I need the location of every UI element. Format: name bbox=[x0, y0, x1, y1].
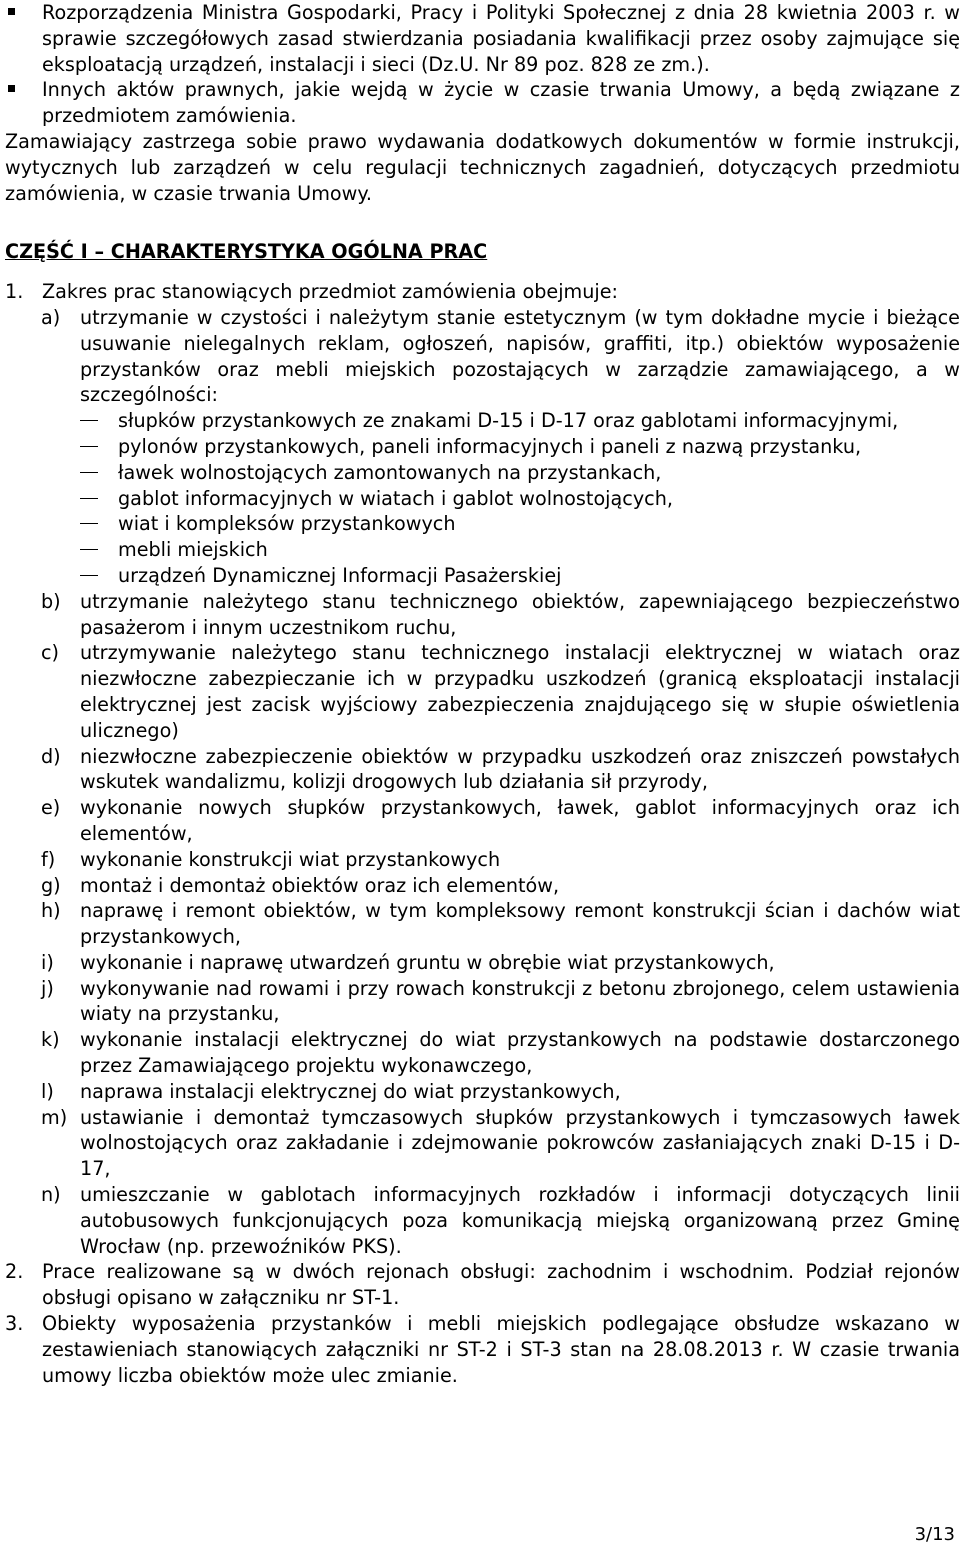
subitem-letter: a) bbox=[41, 305, 61, 329]
subitem-text: wykonanie nowych słupków przystankowych, ławek, gablot informacyjnych oraz ich elementów, bbox=[80, 796, 960, 845]
legal-basis-bullet bbox=[5, 77, 960, 129]
document-page bbox=[5, 0, 960, 1388]
subitem-letter: n) bbox=[41, 1183, 61, 1207]
subitem-letter: h) bbox=[41, 899, 61, 923]
dash-text: urządzeń Dynamicznej Informacji Pasażerskiej bbox=[118, 563, 562, 587]
subitem-text: niezwłoczne zabezpieczenie obiektów w przypadku uszkodzeń oraz zniszczeń powstałych wskutek wandalizmu, kolizji drogowych lub działania sił przyrody, bbox=[80, 744, 960, 794]
item-text: Prace realizowane są w dwóch rejonach obsługi: zachodnim i wschodnim. Podział rejonów obsługi opisano w załączniku nr ST-1. bbox=[42, 1260, 960, 1310]
subitem bbox=[5, 1105, 960, 1182]
item-text: Obiekty wyposażenia przystanków i mebli miejskich podlegające obsłudze wskazano w zestawieniach stanowiących załączniki nr ST-2 i ST-3 stan na 28.08.2013 r. W czasie trwania umowy liczba obiektów może ulec zmianie. bbox=[42, 1312, 960, 1387]
subitem-letter: e) bbox=[41, 796, 61, 820]
reservation-paragraph: Zamawiający zastrzega sobie prawo wydawania dodatkowych dokumentów w formie instrukcji, wytycznych lub zarządzeń w celu regulacji technicznych zagadnień, dotyczących przedmiotu zamówienia, w czasie trwania Umowy. bbox=[5, 129, 960, 205]
item-number: 1. bbox=[5, 280, 24, 304]
subitem-letter: b) bbox=[41, 589, 61, 613]
subitem bbox=[5, 589, 960, 641]
dash-marker bbox=[80, 523, 98, 524]
subitem-text: wykonanie konstrukcji wiat przystankowych bbox=[80, 847, 501, 871]
dash-marker bbox=[80, 420, 98, 421]
dash-marker bbox=[80, 549, 98, 550]
subitem bbox=[5, 950, 960, 976]
subitem-letter: d) bbox=[41, 744, 61, 768]
dash-item bbox=[5, 460, 960, 486]
bullet-square-icon bbox=[8, 85, 15, 92]
subitem bbox=[5, 847, 960, 873]
numbered-item-2 bbox=[5, 1259, 960, 1311]
subitem-text: naprawa instalacji elektrycznej do wiat przystankowych, bbox=[80, 1079, 621, 1103]
dash-marker bbox=[80, 446, 98, 447]
subitem-text: wykonywanie nad rowami i przy rowach konstrukcji z betonu zbrojonego, celem ustawienia wiaty na przystanku, bbox=[80, 976, 960, 1026]
subitem bbox=[5, 873, 960, 899]
page-number: 3/13 bbox=[914, 1524, 955, 1545]
subitem bbox=[5, 898, 960, 950]
item-text: Zakres prac stanowiących przedmiot zamówienia obejmuje: bbox=[42, 280, 618, 304]
subitem-letter: l) bbox=[41, 1079, 54, 1103]
subitem-text: utrzymanie w czystości i należytym stanie estetycznym (w tym dokładne mycie i bieżące usuwanie nielegalnych reklam, ogłoszeń, napisów, graffiti, itp.) obiektów wyposażenie przystanków oraz mebli miejskich pozostających w zarządzie zamawiającego, a w szczególności: bbox=[80, 305, 960, 407]
bullet-text: Rozporządzenia Ministra Gospodarki, Pracy i Polityki Społecznej z dnia 28 kwietnia 2003 r. w sprawie szczegółowych zasad stwierdzania posiadania kwalifikacji przez osoby zajmujące się eksploatacją urządzeń, instalacji i sieci (Dz.U. Nr 89 poz. 828 ze zm.). bbox=[42, 1, 960, 76]
dash-item bbox=[5, 537, 960, 563]
dash-item bbox=[5, 563, 960, 589]
subitem bbox=[5, 1079, 960, 1105]
subitem-a bbox=[5, 305, 960, 408]
subitem-text: montaż i demontaż obiektów oraz ich elementów, bbox=[80, 873, 560, 897]
bullet-text: Innych aktów prawnych, jakie wejdą w życie w czasie trwania Umowy, a będą związane z przedmiotem zamówienia. bbox=[42, 78, 960, 128]
subitem-text: umieszczanie w gablotach informacyjnych rozkładów i informacji dotyczących linii autobusowych funkcjonujących poza komunikacją miejską organizowaną przez Gminę Wrocław (np. przewoźników PKS). bbox=[80, 1183, 960, 1258]
dash-text: wiat i kompleksów przystankowych bbox=[118, 512, 456, 536]
dash-text: mebli miejskich bbox=[118, 538, 268, 562]
dash-marker bbox=[80, 575, 98, 576]
dash-text: ławek wolnostojących zamontowanych na przystankach, bbox=[118, 460, 662, 484]
subitem-letter: i) bbox=[41, 950, 54, 974]
section-heading: CZĘŚĆ I – CHARAKTERYSTYKA OGÓLNA PRAC bbox=[5, 240, 488, 264]
subitem-letter: j) bbox=[41, 976, 54, 1000]
dash-item bbox=[5, 486, 960, 512]
subitem-text: wykonanie instalacji elektrycznej do wiat przystankowych na podstawie dostarczonego przez Zamawiającego projektu wykonawczego, bbox=[80, 1028, 960, 1078]
numbered-item-3 bbox=[5, 1311, 960, 1388]
subitem-letter: g) bbox=[41, 873, 61, 897]
item-number: 2. bbox=[5, 1260, 24, 1284]
bullet-square-icon bbox=[8, 8, 15, 15]
subitem-letter: m) bbox=[41, 1105, 68, 1129]
dash-item bbox=[5, 434, 960, 460]
dash-text: pylonów przystankowych, paneli informacyjnych i paneli z nazwą przystanku, bbox=[118, 434, 862, 458]
subitem-letter: k) bbox=[41, 1028, 60, 1052]
dash-marker bbox=[80, 498, 98, 499]
dash-text: gablot informacyjnych w wiatach i gablot wolnostojących, bbox=[118, 486, 673, 510]
subitem bbox=[5, 640, 960, 743]
subitem-text: utrzymanie należytego stanu technicznego obiektów, zapewniającego bezpieczeństwo pasażerom i innym uczestnikom ruchu, bbox=[80, 589, 960, 639]
dash-marker bbox=[80, 472, 98, 473]
subitem bbox=[5, 795, 960, 847]
subitem-text: wykonanie i naprawę utwardzeń gruntu w obrębie wiat przystankowych, bbox=[80, 950, 775, 974]
subitem-text: ustawianie i demontaż tymczasowych słupków przystankowych i tymczasowych ławek wolnostojących oraz zakładanie i zdejmowanie pokrowców zasłaniających znaki D-15 i D-17, bbox=[80, 1105, 960, 1181]
subitem-text: naprawę i remont obiektów, w tym kompleksowy remont konstrukcji ścian i dachów wiat przystankowych, bbox=[80, 899, 960, 949]
dash-item bbox=[5, 408, 960, 434]
legal-basis-bullet bbox=[5, 0, 960, 77]
item-number: 3. bbox=[5, 1312, 24, 1336]
subitem-letter: c) bbox=[41, 641, 60, 665]
dash-item bbox=[5, 511, 960, 537]
subitem-letter: f) bbox=[41, 847, 56, 871]
subitem-text: utrzymywanie należytego stanu technicznego instalacji elektrycznej w wiatach oraz niezwłoczne zabezpieczanie ich w przypadku uszkodzeń (granicą eksploatacji instalacji elektrycznej jest zacisk wyjściowy zabezpieczenia znajdującego się w słupie oświetlenia ulicznego) bbox=[80, 641, 960, 742]
subitem bbox=[5, 1027, 960, 1079]
subitem bbox=[5, 744, 960, 796]
subitem bbox=[5, 976, 960, 1028]
numbered-item-1 bbox=[5, 279, 960, 305]
dash-text: słupków przystankowych ze znakami D-15 i D-17 oraz gablotami informacyjnymi, bbox=[118, 409, 899, 433]
subitem bbox=[5, 1182, 960, 1259]
